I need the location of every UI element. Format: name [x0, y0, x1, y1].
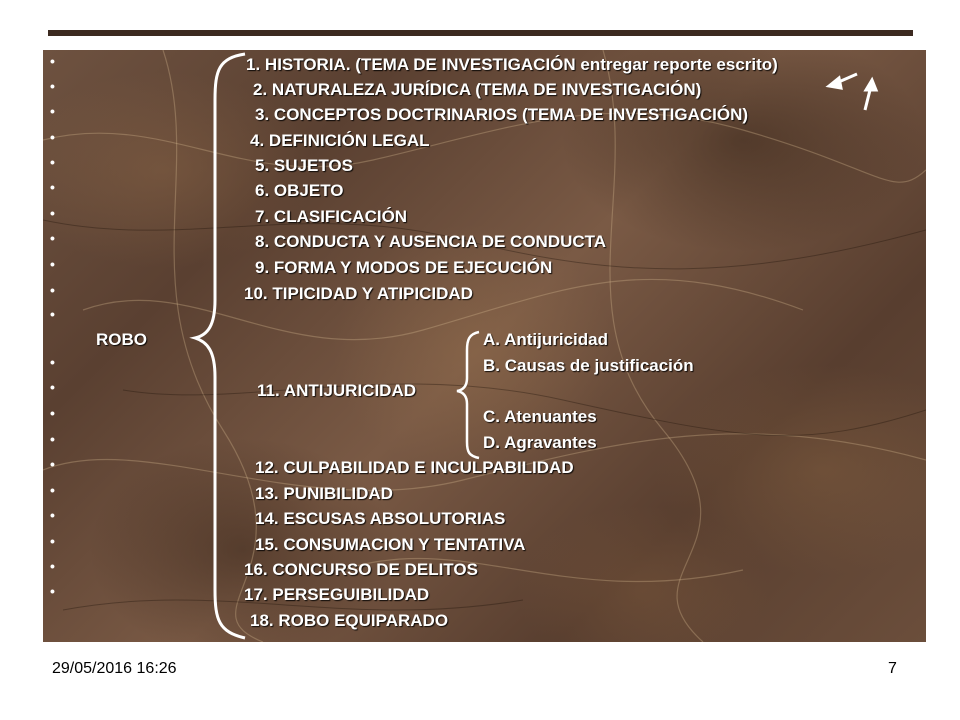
sub-item-d: D. Agravantes: [483, 433, 597, 452]
item-8: 8. CONDUCTA Y AUSENCIA DE CONDUCTA: [255, 232, 607, 251]
top-rule: [48, 30, 913, 36]
bullet-12: •: [50, 354, 55, 370]
item-9: 9. FORMA Y MODOS DE EJECUCIÓN: [255, 258, 553, 277]
robo-label: ROBO: [96, 330, 147, 349]
bullet-3: •: [50, 103, 55, 119]
item-3: 3. CONCEPTOS DOCTRINARIOS (TEMA DE INVESTIGACIÓN): [255, 105, 749, 124]
item-10: 10. TIPICIDAD Y ATIPICIDAD: [244, 284, 473, 303]
sub-item-a: A. Antijuricidad: [483, 330, 608, 349]
item-5: 5. SUJETOS: [255, 156, 353, 175]
item-4: 4. DEFINICIÓN LEGAL: [250, 131, 430, 150]
page-number: 7: [888, 660, 897, 677]
bullet-19: •: [50, 533, 55, 549]
footer-date: 29/05/2016 16:26: [52, 660, 177, 677]
item-11: 11. ANTIJURICIDAD: [257, 381, 417, 400]
bullet-10: •: [50, 282, 55, 298]
sub-item-c: C. Atenuantes: [483, 407, 597, 426]
bullet-4: •: [50, 129, 55, 145]
bullet-5: •: [50, 154, 55, 170]
bullet-9: •: [50, 256, 55, 272]
marble-panel: [43, 50, 926, 642]
bullet-11: •: [50, 306, 55, 322]
bullet-6: •: [50, 179, 55, 195]
bullet-21: •: [50, 583, 55, 599]
bullet-15: •: [50, 431, 55, 447]
bullet-13: •: [50, 379, 55, 395]
sub-item-b: B. Causas de justificación: [483, 356, 694, 375]
item-12: 12. CULPABILIDAD E INCULPABILIDAD: [255, 458, 574, 477]
bullet-20: •: [50, 558, 55, 574]
bullet-1: •: [50, 53, 55, 69]
bullet-18: •: [50, 507, 55, 523]
item-7: 7. CLASIFICACIÓN: [255, 207, 408, 226]
item-2: 2. NATURALEZA JURÍDICA (TEMA DE INVESTIGACIÓN): [253, 80, 702, 99]
item-17: 17. PERSEGUIBILIDAD: [244, 585, 430, 604]
bullet-16: •: [50, 456, 55, 472]
bullet-14: •: [50, 405, 55, 421]
item-15: 15. CONSUMACION Y TENTATIVA: [255, 535, 526, 554]
bullet-8: •: [50, 230, 55, 246]
bullet-7: •: [50, 205, 55, 221]
outline-list: [43, 50, 926, 642]
item-18: 18. ROBO EQUIPARADO: [250, 611, 449, 630]
item-14: 14. ESCUSAS ABSOLUTORIAS: [255, 509, 506, 528]
item-13: 13. PUNIBILIDAD: [255, 484, 393, 503]
item-6: 6. OBJETO: [255, 181, 344, 200]
item-16: 16. CONCURSO DE DELITOS: [244, 560, 478, 579]
item-1: 1. HISTORIA. (TEMA DE INVESTIGACIÓN entregar reporte escrito): [246, 55, 778, 74]
bullet-2: •: [50, 78, 55, 94]
bullet-17: •: [50, 482, 55, 498]
